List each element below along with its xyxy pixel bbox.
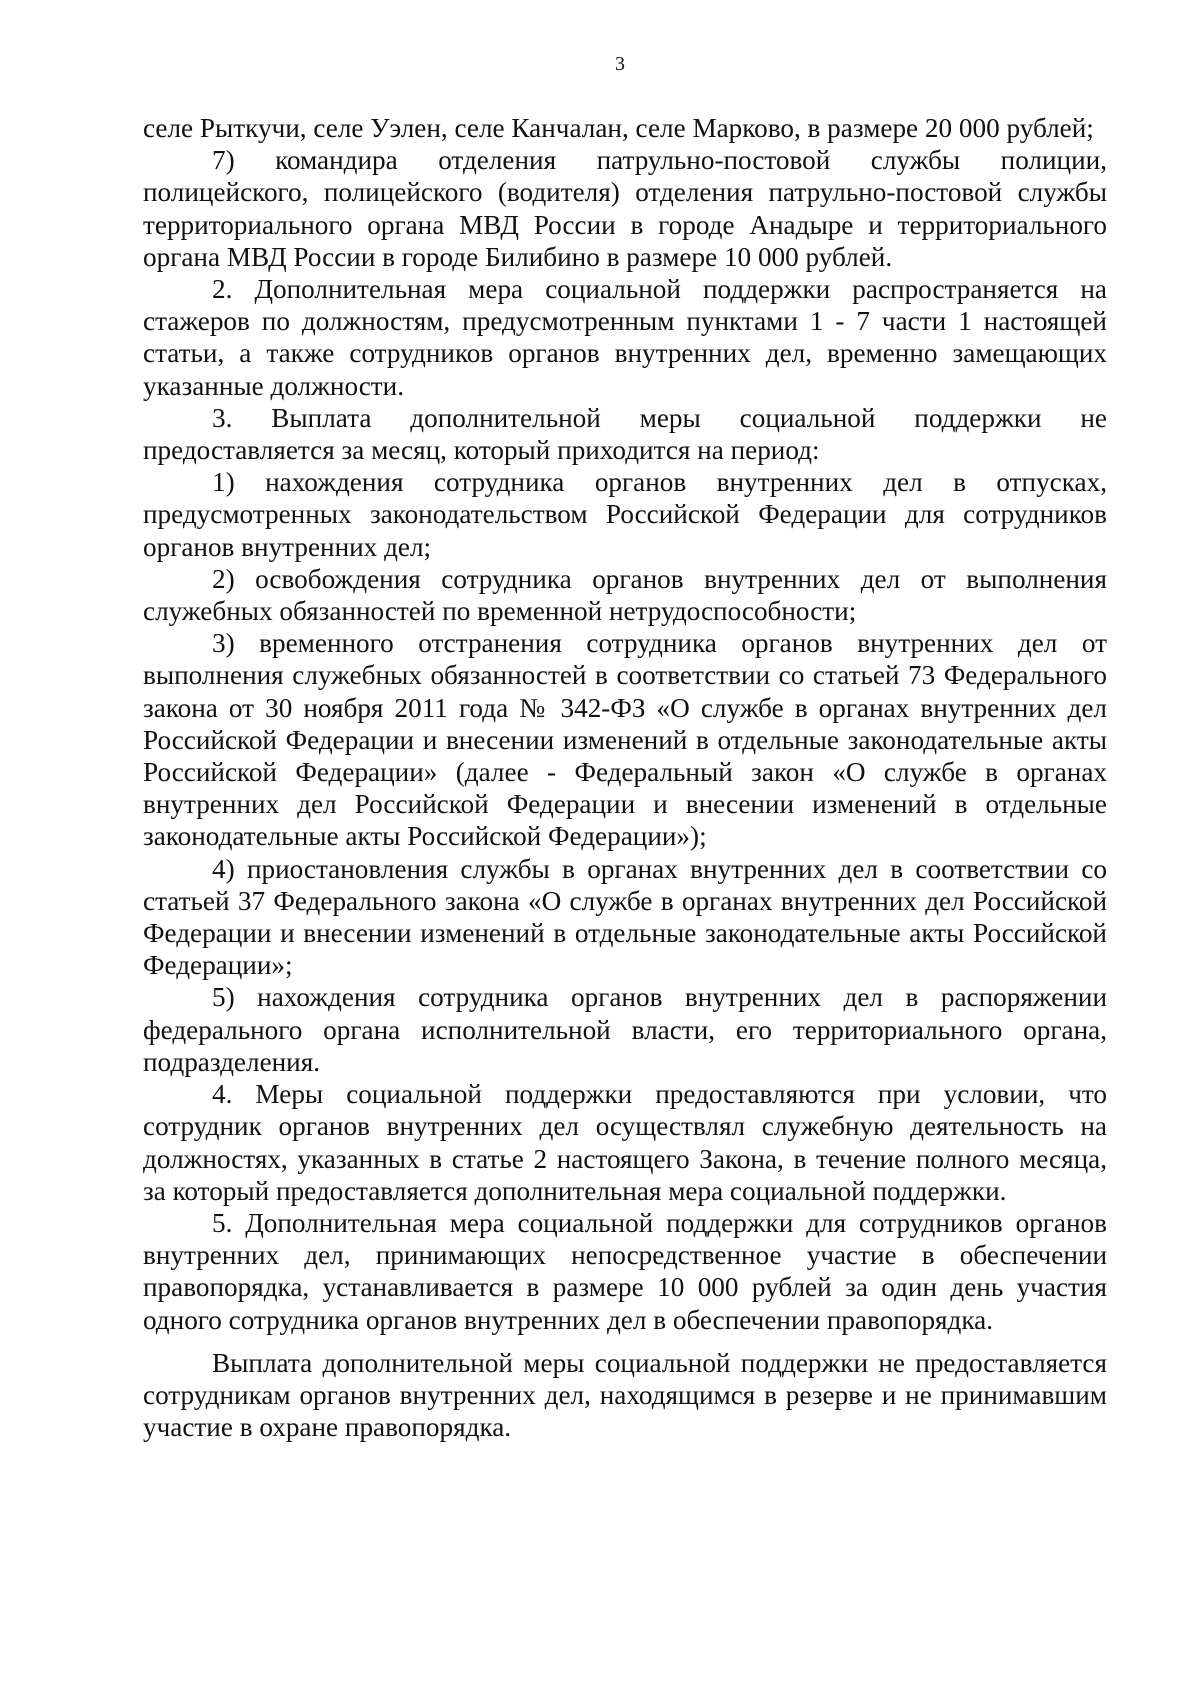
paragraph-part-3-item-1: 1) нахождения сотрудника органов внутренних дел в отпусках, предусмотренных законодательством Российской Федерации для сотрудников органов внутренних дел;: [143, 467, 1107, 562]
paragraph-part-3-item-4: 4) приостановления службы в органах внутренних дел в соответствии со статьей 37 Федерального закона «О службе в органах внутренних дел Российской Федерации и внесении изменений в отдельные законодательные акты Российской Федерации»;: [143, 853, 1107, 981]
paragraph-continuation: селе Рыткучи, селе Уэлен, селе Канчалан, селе Марково, в размере 20 000 рублей;: [143, 113, 1094, 143]
paragraph-part-5-note: Выплата дополнительной меры социальной поддержки не предоставляется сотрудникам органов внутренних дел, находящимся в резерве и не принимавшим участие в охране правопорядка.: [143, 1347, 1107, 1443]
paragraph-part-3-item-3: 3) временного отстранения сотрудника органов внутренних дел от выполнения служебных обязанностей в соответствии со статьей 73 Федерального закона от 30 ноября 2011 года № 342-ФЗ «О службе в органах внутренних дел Российской Федерации и внесении изменений в отдельные законодательные акты Российской Федерации» (далее - Федеральный закон «О службе в органах внутренних дел Российской Федерации и внесении изменений в отдельные законодательные акты Российской Федерации»);: [143, 628, 1107, 852]
paragraph-part-5: 5. Дополнительная мера социальной поддержки для сотрудников органов внутренних дел, принимающих непосредственное участие в обеспечении правопорядка, устанавливается в размере 10 000 рублей за один день участия одного сотрудника органов внутренних дел в обеспечении правопорядка.: [143, 1207, 1107, 1335]
paragraph-part-3-item-2: 2) освобождения сотрудника органов внутренних дел от выполнения служебных обязанностей по временной нетрудоспособности;: [143, 563, 1107, 627]
document-body: [143, 112, 1107, 1443]
paragraph-item-7: 7) командира отделения патрульно-постовой службы полиции, полицейского, полицейского (водителя) отделения патрульно-постовой службы территориального органа МВД России в городе Анадыре и территориального органа МВД России в городе Билибино в размере 10 000 рублей.: [143, 145, 1107, 272]
paragraph-part-4: 4. Меры социальной поддержки предоставляются при условии, что сотрудник органов внутренних дел осуществлял служебную деятельность на должностях, указанных в статье 2 настоящего Закона, в течение полного месяца, за который предоставляется дополнительная мера социальной поддержки.: [143, 1079, 1107, 1206]
page-number: 3: [615, 53, 625, 75]
paragraph-part-3-item-5: 5) нахождения сотрудника органов внутренних дел в распоряжении федерального органа исполнительной власти, его территориального органа, подразделения.: [143, 982, 1107, 1077]
paragraph-part-3: 3. Выплата дополнительной меры социальной поддержки не предоставляется за месяц, который приходится на период:: [143, 402, 1107, 466]
paragraph-part-2: 2. Дополнительная мера социальной поддержки распространяется на стажеров по должностям, предусмотренным пунктами 1 - 7 части 1 настоящей статьи, а также сотрудников органов внутренних дел, временно замещающих указанные должности.: [143, 274, 1107, 401]
